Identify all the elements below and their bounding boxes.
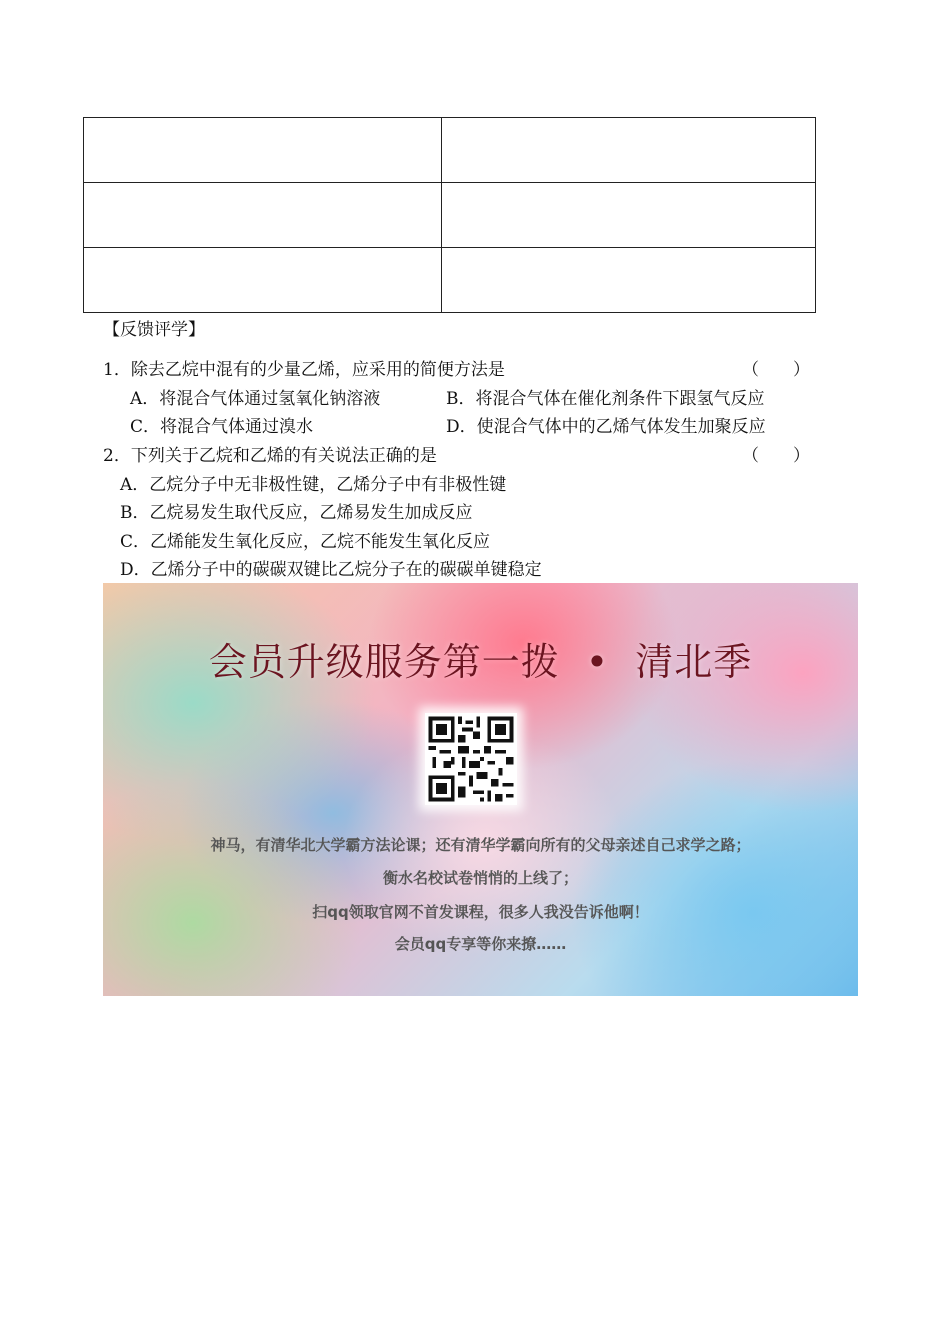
question-1-option-b: B．将混合气体在催化剂条件下跟氢气反应 (446, 389, 765, 409)
table-cell (442, 118, 816, 183)
table-row (84, 248, 816, 313)
table-row (84, 118, 816, 183)
banner-title-left: 会员升级服务第一拨 (208, 640, 560, 684)
banner-line-4: 会员qq专享等你来撩…… (394, 935, 567, 953)
question-2-option-c: C．乙烯能发生氧化反应，乙烷不能发生氧化反应 (120, 532, 491, 552)
table-cell (84, 118, 442, 183)
table-cell (442, 183, 816, 248)
question-1-answer-blank: （ ） (742, 360, 810, 380)
question-2-option-b: B．乙烷易发生取代反应，乙烯易发生加成反应 (120, 503, 473, 523)
banner-line-1: 神马，有清华北大学霸方法论课；还有清华学霸向所有的父母亲述自己求学之路； (210, 836, 751, 854)
table-cell (84, 248, 442, 313)
question-1-option-c: C．将混合气体通过溴水 (130, 417, 314, 437)
table-cell (84, 183, 442, 248)
question-1-stem: 1．除去乙烷中混有的少量乙烯，应采用的简便方法是 (103, 360, 505, 380)
empty-table (83, 117, 816, 313)
question-1-option-a: A．将混合气体通过氢氧化钠溶液 (130, 389, 381, 409)
question-2-option-a: A．乙烷分子中无非极性键，乙烯分子中有非极性键 (120, 475, 507, 495)
section-title: 【反馈评学】 (103, 320, 205, 340)
banner-title-right: 清北季 (635, 640, 753, 684)
banner-line-3: 扫qq领取官网不首发课程，很多人我没告诉他啊！ (312, 903, 649, 921)
table-row (84, 183, 816, 248)
table-cell (442, 248, 816, 313)
banner-title (103, 631, 858, 686)
question-2-stem: 2．下列关于乙烷和乙烯的有关说法正确的是 (103, 446, 437, 466)
promo-banner (103, 583, 858, 996)
banner-line-2: 衡水名校试卷悄悄的上线了； (382, 869, 578, 887)
question-1-option-d: D．使混合气体中的乙烯气体发生加聚反应 (446, 417, 766, 437)
question-2-answer-blank: （ ） (742, 446, 810, 466)
qr-code-icon[interactable] (425, 713, 517, 805)
question-2-option-d: D．乙烯分子中的碳碳双键比乙烷分子在的碳碳单键稳定 (120, 560, 542, 580)
banner-title-dot: • (585, 640, 610, 684)
